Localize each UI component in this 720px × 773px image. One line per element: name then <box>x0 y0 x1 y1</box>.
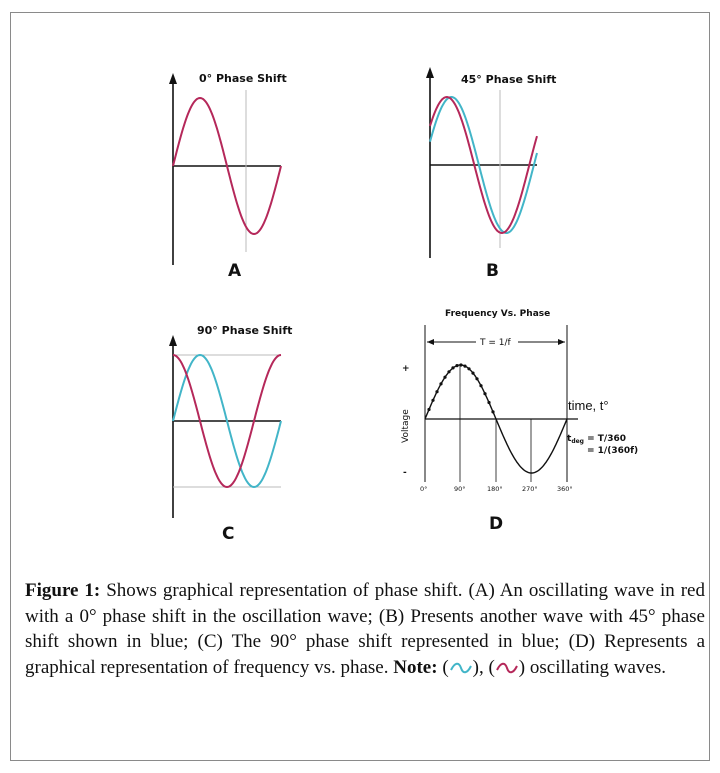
panel-d-sample-point <box>427 408 430 411</box>
panel-d-sample-point <box>447 370 450 373</box>
panel-b-title: 45° Phase Shift <box>461 73 557 86</box>
panel-d-sample-point <box>451 366 454 369</box>
panel-d-sample-point <box>467 367 470 370</box>
panel-b-letter: B <box>486 261 499 281</box>
caption-text-1: Shows graphical representation of phase shift. (A) An oscillating wave in red with a 0° phase shift in the oscillation wave; (B) Presents another wave with 45° phase shift shown in blue; (C) The 90° phase shift represented in blue; (D) Represents a graphical representation of frequency vs. phase. <box>25 580 705 678</box>
panel-d-sample-point <box>431 399 434 402</box>
panel-d-ylabel: Voltage <box>401 409 411 443</box>
panel-d-sample-point <box>435 390 438 393</box>
panel-d-formula-2: = 1/(360f) <box>587 446 639 456</box>
blue-wave-icon <box>449 660 473 676</box>
panel-d-tick-90: 90° <box>454 485 466 493</box>
panel-d-plus: + <box>402 364 410 374</box>
panel-d <box>401 309 638 534</box>
panel-a-letter: A <box>228 261 242 281</box>
panel-d-sample-point <box>471 372 474 375</box>
panel-d-period-arrow-right <box>558 339 565 345</box>
panel-d-minus: - <box>403 468 407 478</box>
panel-d-sample-point <box>491 410 494 413</box>
caption-text-4: ) oscillating waves. <box>518 656 667 678</box>
panel-d-sample-point <box>455 364 458 367</box>
panel-d-sample-point <box>487 401 490 404</box>
panel-c <box>169 324 292 544</box>
panel-b-y-arrow <box>426 67 434 78</box>
panel-d-letter: D <box>489 514 504 534</box>
panel-d-sample-point <box>443 376 446 379</box>
panel-d-tick-360: 360° <box>557 485 573 493</box>
panel-d-formula-1: $t_{deg} = T/360$ <box>567 434 627 445</box>
panel-c-title: 90° Phase Shift <box>197 324 293 337</box>
panel-d-sample-point <box>475 377 478 380</box>
panel-d-tick-180: 180° <box>487 485 503 493</box>
panel-d-sample-point <box>483 392 486 395</box>
panel-d-time-label: time, t° <box>568 398 609 413</box>
panel-d-sample-points <box>427 363 494 413</box>
caption-label: Figure 1: <box>25 580 101 601</box>
figure-caption <box>25 578 705 680</box>
red-wave-icon <box>495 660 519 676</box>
panel-d-sample-point <box>479 384 482 387</box>
panel-c-y-arrow <box>169 335 177 346</box>
panel-a <box>169 72 287 281</box>
panel-d-tick-0: 0° <box>420 485 428 493</box>
caption-note-label: Note: <box>393 656 438 678</box>
panel-b <box>426 67 556 281</box>
panel-d-period-arrow-left <box>427 339 434 345</box>
caption-text-2: ( <box>437 656 449 678</box>
panel-a-y-arrow <box>169 73 177 84</box>
panel-a-title: 0° Phase Shift <box>199 72 287 85</box>
panel-d-sample-point <box>463 365 466 368</box>
panel-d-sample-point <box>439 382 442 385</box>
panel-d-period-label: T = 1/f <box>480 338 511 348</box>
panel-c-letter: C <box>222 524 235 544</box>
panel-d-tick-270: 270° <box>522 485 538 493</box>
caption-text-3: ), ( <box>472 656 495 678</box>
panel-d-sample-point <box>459 363 462 366</box>
panel-d-title: Frequency Vs. Phase <box>445 309 551 319</box>
